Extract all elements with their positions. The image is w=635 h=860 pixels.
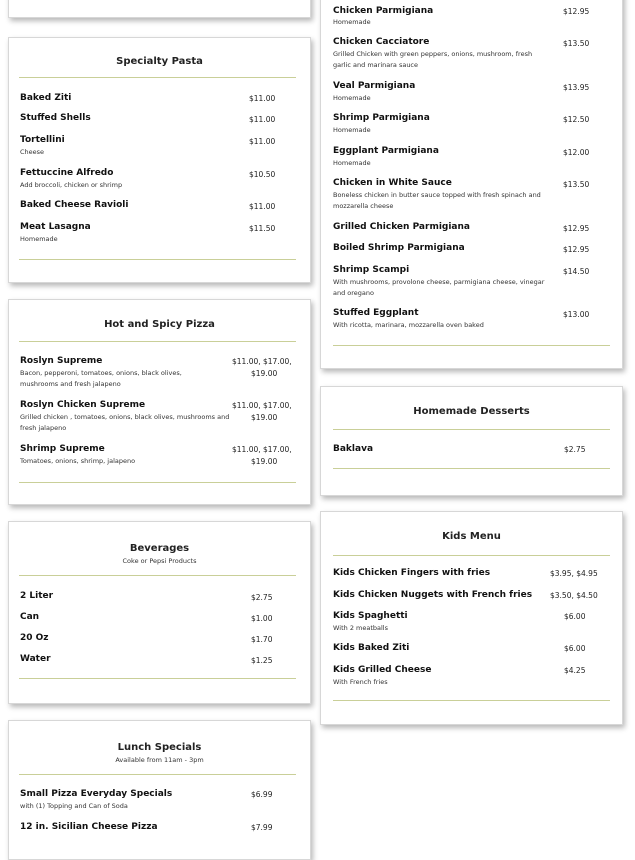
item-name: Shrimp Supreme	[20, 444, 105, 454]
item-price: $12.00	[563, 148, 590, 157]
divider	[333, 345, 610, 346]
price-line: $19.00	[251, 369, 278, 378]
item-price: $11.00	[249, 94, 276, 103]
item-price: $1.25	[251, 656, 273, 665]
item-price: $4.25	[564, 666, 586, 675]
item-name: Chicken in White Sauce	[333, 178, 452, 188]
section-title: Lunch Specials	[117, 742, 202, 753]
item-name: Small Pizza Everyday Specials	[20, 789, 173, 799]
price-line: $11.00, $17.00,	[232, 401, 292, 410]
price-line: $19.00	[251, 413, 278, 422]
item-price: $2.75	[251, 593, 273, 602]
section-title: Beverages	[129, 543, 190, 554]
item-price: $12.95	[563, 224, 590, 233]
divider	[19, 575, 296, 576]
item-price: $6.99	[251, 790, 273, 799]
item-price: $13.50	[563, 39, 590, 48]
item-name: Stuffed Shells	[20, 113, 91, 123]
item-name: Baked Cheese Ravioli	[20, 200, 129, 210]
item-price: $2.75	[564, 445, 586, 454]
homemade-desserts-card	[320, 386, 623, 496]
divider	[333, 555, 610, 556]
item-desc: Homemade	[333, 126, 371, 134]
divider	[333, 429, 610, 430]
item-price: $6.00	[564, 612, 586, 621]
section-title: Hot and Spicy Pizza	[104, 319, 215, 330]
item-name: Roslyn Supreme	[20, 356, 103, 366]
divider	[19, 482, 296, 483]
item-price: $13.50	[563, 180, 590, 189]
item-name: Roslyn Chicken Supreme	[20, 400, 146, 410]
item-name: Boiled Shrimp Parmigiana	[333, 243, 465, 253]
section-title: Kids Menu	[442, 531, 501, 542]
item-price: $3.95, $4.95	[550, 569, 598, 578]
item-desc: with (1) Topping and Can of Soda	[20, 802, 128, 810]
item-price: $13.00	[563, 310, 590, 319]
divider	[19, 774, 296, 775]
price-line: $11.00, $17.00,	[232, 445, 292, 454]
item-price: $11.50	[249, 224, 276, 233]
item-price	[232, 444, 292, 468]
item-desc: With ricotta, marinara, mozzarella oven baked	[333, 321, 484, 329]
divider	[19, 341, 296, 342]
kids-menu-card	[320, 511, 623, 725]
item-price: $12.95	[563, 7, 590, 16]
item-name: Baked Ziti	[20, 93, 72, 103]
price-line: $19.00	[251, 457, 278, 466]
item-price: $1.70	[251, 635, 273, 644]
item-name: Tortellini	[20, 135, 65, 145]
item-price: $11.00	[249, 115, 276, 124]
item-desc: With French fries	[333, 678, 388, 686]
item-name: Chicken Parmigiana	[333, 6, 434, 16]
beverages-card	[8, 521, 311, 704]
item-desc: Homemade	[333, 159, 371, 167]
item-price: $11.00	[249, 137, 276, 146]
item-name: Kids Chicken Nuggets with French fries	[333, 590, 533, 600]
item-price	[232, 400, 292, 424]
item-name: Fettuccine Alfredo	[20, 168, 114, 178]
item-price: $10.50	[249, 170, 276, 179]
item-price: $7.99	[251, 823, 273, 832]
section-title: Specialty Pasta	[116, 56, 203, 67]
item-desc: With mushrooms, provolone cheese, parmigiana cheese, vinegar and oregano	[333, 278, 545, 297]
item-price: $1.00	[251, 614, 273, 623]
item-name: Baklava	[333, 444, 374, 454]
entrees-card	[320, 0, 623, 369]
item-name: 20 Oz	[20, 633, 49, 643]
item-name: Meat Lasagna	[20, 222, 91, 232]
divider	[19, 259, 296, 260]
item-desc: Homemade	[20, 235, 58, 243]
section-title: Homemade Desserts	[413, 406, 530, 417]
item-name: Can	[20, 612, 40, 622]
divider	[19, 77, 296, 78]
item-price: $14.50	[563, 267, 590, 276]
item-desc: Add broccoli, chicken or shrimp	[20, 181, 123, 189]
item-price: $11.00	[249, 202, 276, 211]
divider	[333, 468, 610, 469]
item-name: Kids Grilled Cheese	[333, 665, 432, 675]
item-desc: Tomatoes, onions, shrimp, jalapeno	[20, 457, 136, 465]
item-name: Kids Baked Ziti	[333, 643, 410, 653]
hot-spicy-pizza-card	[8, 299, 311, 505]
item-price: $13.95	[563, 83, 590, 92]
item-desc: Cheese	[20, 148, 45, 156]
divider	[333, 700, 610, 701]
item-name: Shrimp Parmigiana	[333, 113, 430, 123]
item-price: $6.00	[564, 644, 586, 653]
item-desc: Grilled Chicken with green peppers, onions, mushroom, fresh garlic and marinara sauce	[333, 50, 533, 69]
item-name: Grilled Chicken Parmigiana	[333, 222, 470, 232]
divider	[19, 678, 296, 679]
item-desc: Homemade	[333, 18, 371, 26]
item-price: $3.50, $4.50	[550, 591, 598, 600]
item-price	[232, 356, 292, 380]
item-desc: Boneless chicken in butter sauce topped with fresh spinach and mozzarella cheese	[333, 191, 541, 210]
item-name: Water	[20, 654, 51, 664]
item-name: Stuffed Eggplant	[333, 308, 419, 318]
item-name: Eggplant Parmigiana	[333, 146, 439, 156]
item-name: Kids Spaghetti	[333, 611, 408, 621]
item-name: Chicken Cacciatore	[333, 37, 430, 47]
item-name: Kids Chicken Fingers with fries	[333, 568, 491, 578]
item-name: Shrimp Scampi	[333, 265, 410, 275]
specialty-pasta-card	[8, 37, 311, 283]
item-desc: Bacon, pepperoni, tomatoes, onions, black olives, mushrooms and fresh jalapeno	[20, 369, 182, 388]
item-price: $12.50	[563, 115, 590, 124]
price-line: $11.00, $17.00,	[232, 357, 292, 366]
item-name: 12 in. Sicilian Cheese Pizza	[20, 822, 158, 832]
item-desc: Grilled chicken , tomatoes, onions, black olives, mushrooms and fresh jalapeno	[20, 413, 230, 432]
section-subtitle: Coke or Pepsi Products	[122, 557, 197, 565]
lunch-specials-card	[8, 720, 311, 860]
item-name: 2 Liter	[20, 591, 54, 601]
item-name: Veal Parmigiana	[333, 81, 416, 91]
item-desc: Homemade	[333, 94, 371, 102]
item-price: $12.95	[563, 245, 590, 254]
item-desc: With 2 meatballs	[333, 624, 388, 632]
section-subtitle: Available from 11am - 3pm	[115, 756, 204, 764]
partial-menu-card-top-left	[8, 0, 311, 18]
